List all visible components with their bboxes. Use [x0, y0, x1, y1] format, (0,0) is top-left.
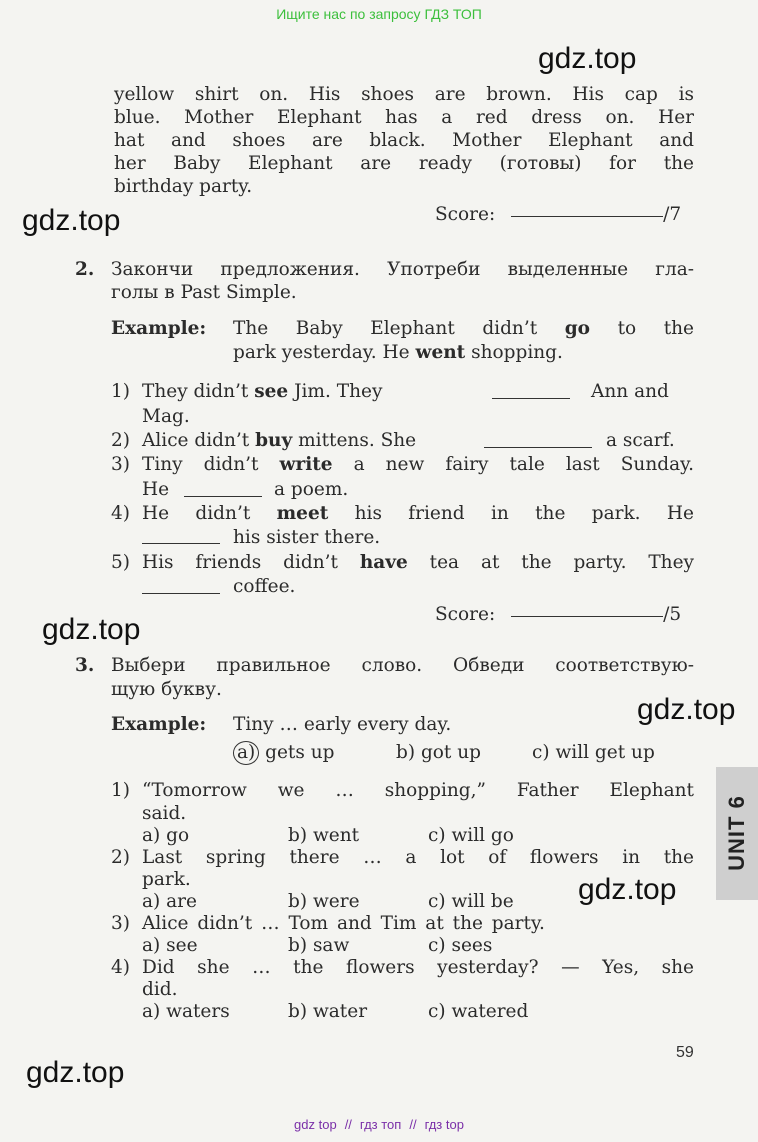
item-text: mittens. She	[292, 430, 417, 451]
option-c[interactable]: c) will be	[428, 891, 514, 912]
example-text: The Baby Elephant didn’t	[233, 318, 565, 339]
item-text: his sister there.	[233, 527, 381, 548]
example-text: Tiny … early every day.	[233, 714, 452, 735]
option-a[interactable]: a) go	[142, 825, 190, 846]
item-text: a scarf.	[606, 430, 675, 451]
item-text: coffee.	[233, 576, 296, 597]
footer-link[interactable]: gdz top	[294, 1117, 337, 1132]
option-c[interactable]: c) watered	[428, 1001, 529, 1022]
option-a[interactable]: a) see	[142, 935, 198, 956]
item-text: his friend in the park. He	[328, 503, 694, 524]
intro-line: blue. Mother Elephant has a red dress on. Her	[114, 107, 694, 128]
answer-blank[interactable]	[184, 496, 262, 497]
score-5	[435, 604, 681, 625]
option-c[interactable]: c) sees	[428, 935, 493, 956]
score-7	[435, 204, 681, 225]
item-number: 2)	[111, 430, 130, 451]
score-label: Score:	[435, 204, 496, 225]
footer-separator: //	[409, 1117, 417, 1132]
example-text: park yesterday. He	[233, 342, 416, 363]
unit-tab	[716, 767, 758, 900]
item-verb: have	[359, 552, 408, 573]
item-number: 1)	[111, 381, 130, 402]
watermark: gdz.top	[538, 42, 637, 75]
item-number: 3)	[111, 454, 130, 475]
item-text: Ann and	[591, 381, 669, 402]
example-verb: go	[564, 318, 590, 339]
example-verb: went	[415, 342, 466, 363]
footer-link[interactable]: гдз top	[424, 1117, 464, 1132]
option-b[interactable]: b) went	[288, 825, 360, 846]
watermark: gdz.top	[42, 613, 141, 646]
item-text: He	[142, 479, 170, 500]
footer-links	[0, 1117, 758, 1132]
circled-answer: a)	[233, 741, 259, 765]
option-b[interactable]: b) water	[288, 1001, 368, 1022]
item-number: 4)	[111, 503, 130, 524]
score-max: /5	[663, 604, 682, 625]
unit-tab-label: UNIT 6	[724, 795, 749, 871]
item-number: 2)	[111, 847, 130, 868]
item-text: a poem.	[274, 479, 349, 500]
watermark: gdz.top	[578, 873, 677, 906]
task-2-instruction: голы в Past Simple.	[111, 282, 297, 303]
item-text: a new fairy tale last Sunday.	[332, 454, 694, 475]
item-text: park.	[142, 869, 191, 890]
score-blank[interactable]	[511, 616, 663, 617]
item-number: 1)	[111, 780, 130, 801]
item-verb: meet	[276, 503, 329, 524]
item-number: 3)	[111, 913, 130, 934]
option-b[interactable]: b) were	[288, 891, 360, 912]
item-verb: write	[279, 454, 333, 475]
task-2-item-5	[142, 552, 694, 573]
intro-line: yellow shirt on. His shoes are brown. His cap is	[114, 84, 694, 105]
task-2-number: 2.	[75, 259, 95, 280]
option-a[interactable]: a) are	[142, 891, 197, 912]
option-b[interactable]: b) saw	[288, 935, 350, 956]
item-number: 4)	[111, 957, 130, 978]
answer-blank[interactable]	[142, 593, 220, 594]
item-text: said.	[142, 803, 187, 824]
option-c: c) will get up	[532, 742, 655, 763]
task-3-item-3: Alice didn’t … Tom and Tim at the party.	[142, 913, 545, 934]
task-3-number: 3.	[75, 655, 95, 676]
score-max: /7	[663, 204, 682, 225]
task-3-item-4: Did she … the flowers yesterday? — Yes, she	[142, 957, 694, 978]
answer-blank[interactable]	[142, 543, 220, 544]
intro-line: birthday party.	[114, 176, 253, 197]
watermark: gdz.top	[26, 1056, 125, 1089]
option-a: gets up	[265, 742, 335, 763]
score-blank[interactable]	[511, 216, 663, 217]
item-verb: see	[254, 381, 289, 402]
example-label: Example:	[111, 714, 207, 735]
item-text: Mag.	[142, 406, 190, 427]
task-2-example-line	[233, 342, 563, 363]
task-2-example-line	[233, 318, 694, 339]
task-3-item-2: Last spring there … a lot of flowers in the	[142, 847, 694, 868]
item-verb: buy	[255, 430, 293, 451]
example-text: shopping.	[465, 342, 563, 363]
task-2-item-3	[142, 454, 694, 475]
option-a[interactable]: a) waters	[142, 1001, 230, 1022]
task-3-instruction: Выбери правильное слово. Обведи соответствую-	[111, 655, 694, 676]
item-text: tea at the party. They	[407, 552, 694, 573]
item-text: did.	[142, 979, 178, 1000]
task-3-example-options	[233, 741, 335, 765]
item-text: Alice didn’t	[142, 430, 256, 451]
item-text: They didn’t	[142, 381, 255, 402]
item-text: He didn’t	[142, 503, 277, 524]
option-c[interactable]: c) will go	[428, 825, 514, 846]
answer-blank[interactable]	[492, 398, 570, 399]
footer-link[interactable]: гдз топ	[359, 1117, 402, 1132]
example-label: Example:	[111, 318, 207, 339]
task-3-instruction: щую букву.	[111, 679, 222, 700]
item-text: Jim. They	[288, 381, 383, 402]
task-2-item-2	[142, 430, 416, 451]
example-text: to the	[590, 318, 694, 339]
intro-line: hat and shoes are black. Mother Elephant and	[114, 130, 694, 151]
task-3-item-1: “Tomorrow we … shopping,” Father Elephant	[142, 780, 694, 801]
watermark: gdz.top	[22, 204, 121, 237]
watermark: gdz.top	[637, 693, 736, 726]
header-search-link[interactable]: Ищите нас по запросу ГДЗ ТОП	[276, 6, 482, 22]
score-label: Score:	[435, 604, 496, 625]
task-2-instruction: Закончи предложения. Употреби выделенные гла-	[111, 259, 694, 280]
footer-separator: //	[344, 1117, 352, 1132]
item-text: His friends didn’t	[142, 552, 360, 573]
item-number: 5)	[111, 552, 130, 573]
option-b: b) got up	[396, 742, 481, 763]
item-text: Tiny didn’t	[142, 454, 280, 475]
answer-blank[interactable]	[484, 447, 592, 448]
intro-line: her Baby Elephant are ready (готовы) for the	[114, 153, 694, 174]
page-number: 59	[676, 1044, 694, 1061]
task-2-item-1	[142, 381, 382, 402]
task-2-item-4	[142, 503, 694, 524]
